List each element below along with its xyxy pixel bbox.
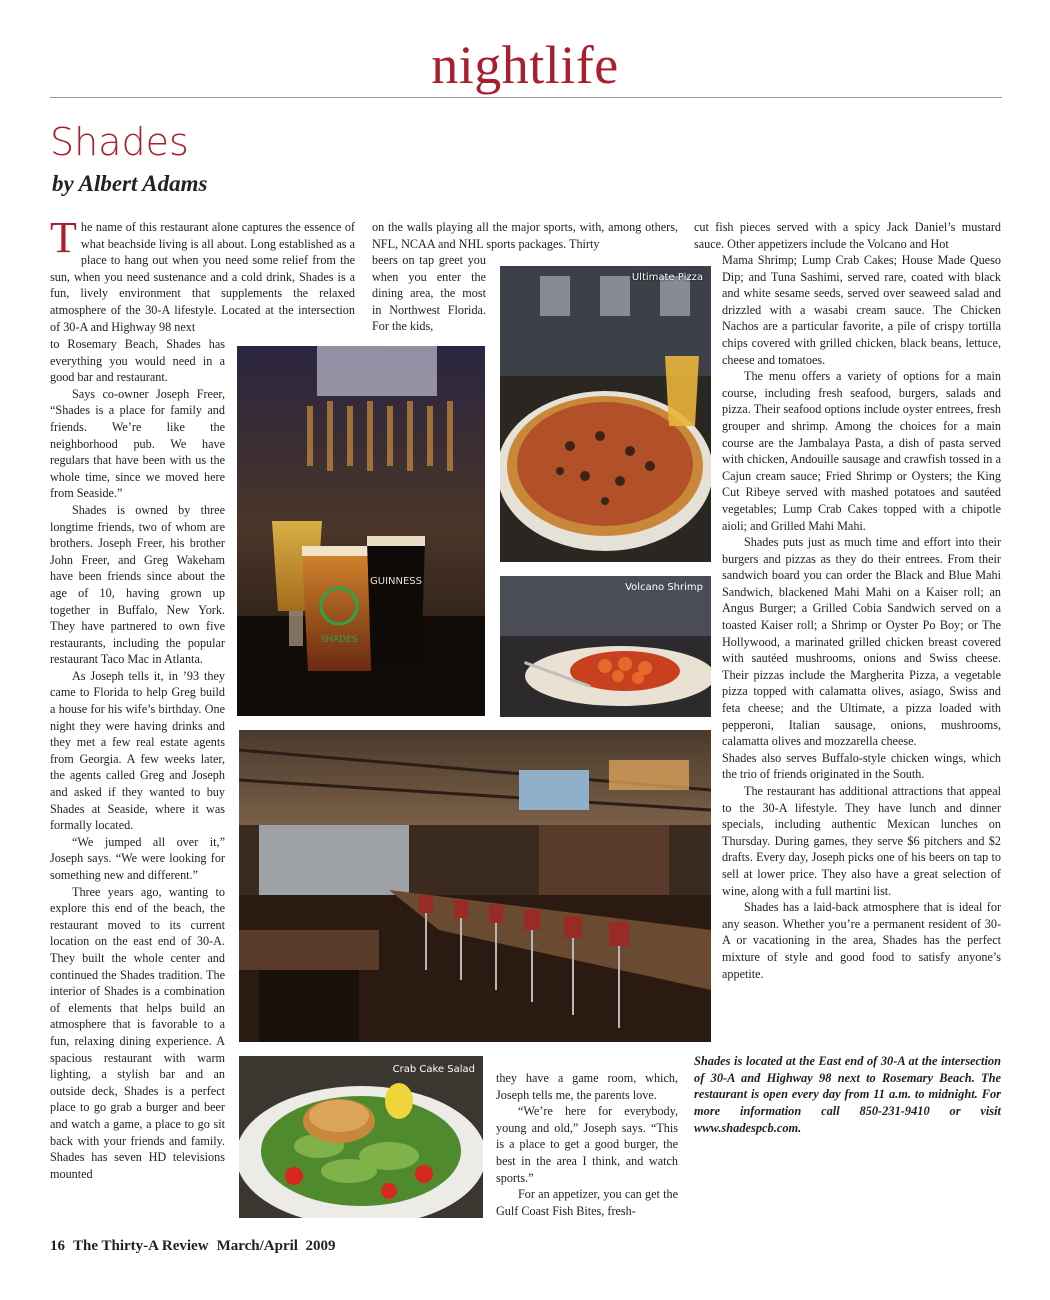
salad-photo [239, 1056, 483, 1218]
shrimp-photo [500, 576, 711, 717]
column-1-narrow [50, 336, 225, 1182]
publication-name: The Thirty-A Review [73, 1238, 209, 1254]
paragraph: “We jumped all over it,” Joseph says. “We were looking for something new and different.” [50, 834, 225, 882]
pizza-photo-image [500, 266, 711, 562]
paragraph: The menu offers a variety of options for a main course, including fresh seafood, burgers, salads and pizza. Their seafood options include oyster entrees, fresh grouper and shrimp. Among the choices for a main course are the Jambalaya Pasta, a dish of pasta served with chicken, Andouille sausage and crawfish tossed in a Cajun cream sauce; Fried Shrimp or Oysters; the King Cut Ribeye served with mashed potatoes and sautéed vegetables; Lump Crab Cakes topped with a chipotle aioli; and Grilled Mahi Mahi. [722, 369, 1001, 533]
page-footer [50, 1238, 343, 1255]
paragraph: Shades has a laid-back atmosphere that is ideal for any season. Whether you’re a permanent resident of 30-A or vacationing in the area, Shades has the perfect mixture of style and good food to satisfy anyone’s appetite. [722, 900, 1001, 981]
salad-caption: Crab Cake Salad [392, 1064, 475, 1075]
paragraph-text: he name of this restaurant alone captures the essence of what beachside living is all about. Long established as a place to hang out when you need some relief from the sun, when you need sustenance and a cold drink, Shades is a fun, lively environment that supplements the relaxed atmosphere of the 30-A lifestyle. Located at the intersection of 30-A and Highway 98 next [50, 220, 355, 334]
section-title: nightlife [431, 35, 619, 95]
paragraph: Shades puts just as much time and effort into their burgers and pizzas as they do their entrees. From their sandwich board you can order the Black and Blue Mahi Sandwich, blackened Mahi Mahi on a Kaiser roll; an Angus Burger; a Grilled Cobia Sandwich served on a toasted Kaiser roll; a Shrimp or Oyster Po Boy; or The Hollywood, a marinated grilled chicken breast covered with sautéed mushrooms, onions and Swiss cheese. Their pizzas include the Margherita Pizza, a vegetable pizza topped with calamatta olives, asiago, Swiss and feta cheese; and the Ultimate, a pizza loaded with pepperoni, Italian sausage, onions, mushrooms, calamatta olives and mozzarella cheese. [722, 535, 1001, 749]
paragraph: on the walls playing all the major sports, with, among others, NFL, NCAA and NHL sports packages. Thirty [372, 220, 678, 251]
paragraph: Shades is owned by three longtime friends, two of whom are brothers. Joseph Freer, his brother John Freer, and Greg Wakeham have been friends since about the age of 10, having grown up together in Buffalo, New York. They have partnered to own five restaurants, including the popular restaurant Taco Mac in Atlanta. [50, 502, 225, 667]
paragraph: to Rosemary Beach, Shades has everything you would need in a good bar and restaurant. [50, 337, 225, 385]
guinness-label: GUINNESS [370, 576, 422, 587]
pizza-caption: Ultimate Pizza [631, 272, 703, 283]
paragraph: “We’re here for everybody, young and old,” Joseph says. “This is a place to get a good burger, the best in the area I think, and watch sports.” [496, 1104, 678, 1185]
paragraph: Mama Shrimp; Lump Crab Cakes; House Made Queso Dip; and Tuna Sashimi, served rare, coated with black and white sesame seeds, served over seaweed salad and drizzled with a wasabi cream sauce. The Chicken Nachos are a particular favorite, a pile of crispy tortilla chips covered with grilled chicken, black beans, lettuce, cheese and tomatoes. [722, 253, 1001, 367]
paragraph: Says co-owner Joseph Freer, “Shades is a place for family and friends. We’re like the neighborhood pub. We have regulars that have been with us the whole time, since we moved here from Seaside.” [50, 386, 225, 501]
issue-date: March/April 2009 [216, 1238, 336, 1254]
article-headline: Shades [50, 120, 189, 164]
interior-photo-image [239, 730, 711, 1042]
salad-photo-image [239, 1056, 483, 1218]
paragraph: Three years ago, wanting to explore this end of the beach, the restaurant moved to its current location on the east end of 30-A. They built the whole center and continued the Shades tradition. The interior of Shades is a combination of elements that helps build an atmosphere that is favorable to a fun, relaxing dining experience. A spacious restaurant with warm lighting, a stylish bar and an outside deck, Shades is a perfect place to go grab a burger and beer and watch a game, a place to go sit back with your friends and family. Shades has seven HD televisions mounted [50, 884, 225, 1181]
drop-cap: T [50, 213, 77, 262]
paragraph: For an appetizer, you can get the Gulf Coast Fish Bites, fresh- [496, 1187, 678, 1218]
column-3-main [722, 252, 1001, 982]
column-3-top [694, 219, 1001, 252]
paragraph [50, 213, 355, 335]
interior-photo [239, 730, 711, 1042]
paragraph: cut fish pieces served with a spicy Jack Daniel’s mustard sauce. Other appetizers include the Volcano and Hot [694, 220, 1001, 251]
paragraph: The restaurant has additional attractions that appeal to the 30-A lifestyle. They have lunch and dinner specials, including authentic Mexican lunches on Thursday. During games, they serve $6 pitchers and $2 drafts. Every day, Joseph picks one of his beers on tap to sell at lower price. They also have a great selection of wine, along with a full martini list. [722, 784, 1001, 898]
shrimp-photo-image [500, 576, 711, 717]
paragraph: beers on tap greet you when you enter the dining area, the most in Northwest Florida. For the kids, [372, 253, 486, 334]
glass-logo-text: SHADES [320, 635, 358, 645]
column-1-top [50, 213, 355, 335]
page-number: 16 [50, 1238, 65, 1254]
column-2-top [372, 219, 678, 252]
paragraph: As Joseph tells it, in ’93 they came to Florida to help Greg build a house for his wife’s birthday. One night they were having drinks and they met a few real estate agents from Georgia. A few weeks later, the agents called Greg and Joseph and asked if they wanted to buy Shades at Seaside, where it was formally located. [50, 668, 225, 833]
pizza-photo [500, 266, 711, 562]
shrimp-caption: Volcano Shrimp [625, 582, 703, 593]
paragraph: they have a game room, which, Joseph tells me, the parents love. [496, 1071, 678, 1102]
paragraph: Shades also serves Buffalo-style chicken wings, which the trio of friends originated in the South. [722, 750, 1001, 782]
column-2-bottom [496, 1070, 678, 1219]
column-2-narrow [372, 252, 486, 335]
header-rule [50, 97, 1002, 98]
beer-photo-image [237, 346, 485, 716]
closing-info: Shades is located at the East end of 30-A at the intersection of 30-A and Highway 98 next to Rosemary Beach. The restaurant is open every day from 11 a.m. to midnight. For more information call 850-231-9410 or visit www.shadespcb.com. [694, 1054, 1001, 1135]
beer-photo [237, 346, 485, 716]
article-byline: by Albert Adams [52, 171, 208, 196]
